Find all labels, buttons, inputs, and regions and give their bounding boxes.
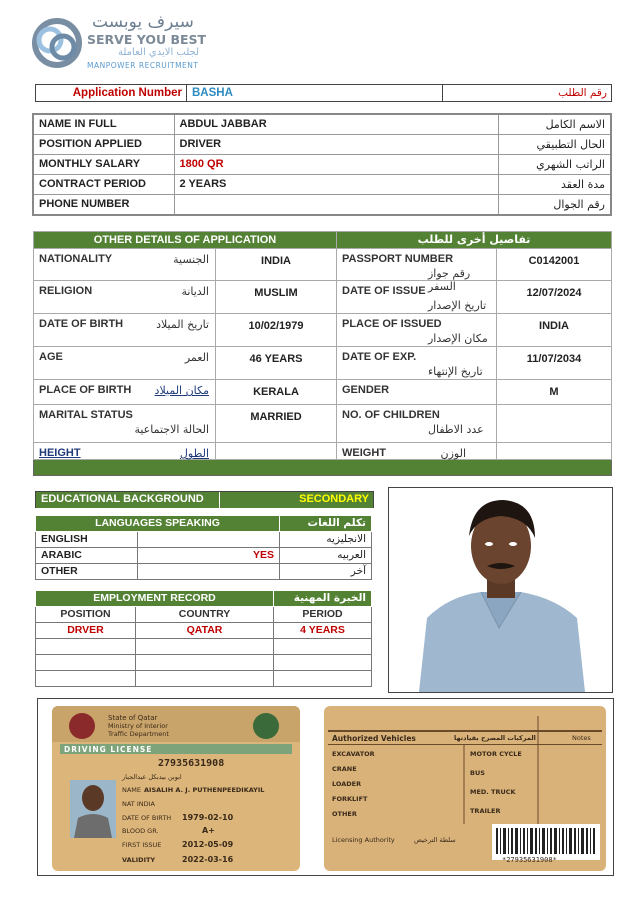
employment-cell: [274, 655, 372, 671]
license-back-barcode-text: *27935631908*: [502, 856, 557, 864]
details-label-2-ar: تاريخ الإصدار: [428, 299, 487, 312]
license-vehicle-left: OTHER: [332, 810, 357, 818]
application-number-label: Application Number: [36, 85, 187, 101]
employment-column-header: POSITION: [36, 607, 136, 623]
license-state: State of Qatar: [108, 714, 158, 722]
basic-info-value: 1800 QR: [174, 155, 498, 175]
details-label-2: PASSPORT NUMBER: [342, 253, 454, 265]
language-name: ARABIC: [36, 548, 138, 564]
details-label-1: DATE OF BIRTH: [39, 318, 124, 330]
license-issue-label: FIRST ISSUE: [122, 841, 162, 849]
license-vehicle-left: FORKLIFT: [332, 795, 368, 803]
education-label: EDUCATIONAL BACKGROUND: [36, 492, 220, 508]
basic-info-table: [32, 113, 612, 216]
basic-info-label-ar: مدة العقد: [498, 175, 611, 195]
application-number-value: BASHA: [187, 85, 443, 101]
employment-cell: [36, 655, 136, 671]
basic-info-row: [33, 114, 611, 135]
details-label-1: RELIGION: [39, 285, 93, 297]
details-label-1: MARITAL STATUS: [39, 409, 133, 421]
license-back-authority-ar: سلطة الترخيص: [414, 836, 456, 844]
employment-cell: [274, 671, 372, 687]
details-row: [34, 347, 612, 380]
license-back-title-ar: المركبات المصرح بقيادتها: [454, 734, 536, 742]
employment-column-header: COUNTRY: [136, 607, 274, 623]
portrait-image: [389, 488, 612, 692]
license-blood: A+: [202, 826, 215, 835]
education-row: [35, 491, 374, 508]
details-label-1-ar: تاريخ الميلاد: [156, 318, 209, 331]
employment-row: [36, 655, 372, 671]
license-vehicle-right: MED. TRUCK: [470, 788, 516, 796]
license-back-background: [324, 706, 606, 871]
details-value-2: M: [497, 380, 612, 405]
license-back-notes: Notes: [572, 734, 591, 742]
basic-info-label: MONTHLY SALARY: [33, 155, 174, 175]
language-row: [36, 564, 372, 580]
details-label-2: WEIGHT: [342, 447, 386, 459]
employment-cell: [136, 671, 274, 687]
license-issue: 2012-05-09: [182, 840, 234, 849]
details-label-1-ar: الجنسية: [173, 253, 209, 266]
basic-info-label-ar: الاسم الكامل: [498, 114, 611, 135]
details-value-2: 12/07/2024: [497, 281, 612, 314]
basic-info-row: [33, 175, 611, 195]
application-number-label-ar: رقم الطلب: [558, 87, 607, 99]
details-label-1-ar: الديانة: [181, 285, 209, 298]
details-value-2: INDIA: [497, 314, 612, 347]
languages-header: LANGUAGES SPEAKING: [36, 516, 280, 532]
language-name-ar: الانجليزيه: [280, 532, 372, 548]
other-details-table: [33, 231, 612, 476]
details-label-2-ar: الوزن: [440, 447, 466, 460]
details-label-1: AGE: [39, 351, 63, 363]
details-value-2: [497, 443, 612, 460]
details-label-1: HEIGHT: [39, 447, 81, 459]
license-vehicle-right: TRAILER: [470, 807, 501, 815]
applicant-photo: [388, 487, 613, 693]
details-label-1: NATIONALITY: [39, 253, 113, 265]
language-name-ar: العربيه: [280, 548, 372, 564]
basic-info-value: DRIVER: [174, 135, 498, 155]
details-label-2: PLACE OF ISSUED: [342, 318, 442, 330]
license-cards-panel: [37, 698, 614, 876]
license-blood-label: BLOOD GR.: [122, 827, 159, 835]
employment-cell: QATAR: [136, 623, 274, 639]
employment-cell: [36, 671, 136, 687]
language-row: [36, 548, 372, 564]
details-row: [34, 314, 612, 347]
other-details-header-ar: تفاصيل أخرى للطلب: [337, 232, 612, 249]
languages-header-ar: تكلم اللغات: [280, 516, 372, 532]
basic-info-value: ABDUL JABBAR: [174, 114, 498, 135]
employment-table: [35, 590, 372, 687]
license-name: AISALIH A. J. PUTHENPEEDIKAYIL: [144, 786, 265, 794]
license-ministry: Ministry of Interior: [108, 722, 168, 730]
details-label-1-ar: الطول: [179, 447, 209, 460]
details-value-1: INDIA: [216, 249, 337, 281]
language-row: [36, 532, 372, 548]
employment-cell: DRVER: [36, 623, 136, 639]
basic-info-label: PHONE NUMBER: [33, 195, 174, 216]
license-dob: 1979-02-10: [182, 813, 234, 822]
logo-arabic-sub: لجلب الايدي العاملة: [118, 47, 200, 58]
basic-info-label: POSITION APPLIED: [33, 135, 174, 155]
employment-row: [36, 671, 372, 687]
language-name-ar: آخر: [280, 564, 372, 580]
basic-info-value: 2 YEARS: [174, 175, 498, 195]
basic-info-label-ar: الحال التطبيقي: [498, 135, 611, 155]
details-label-1-ar: الحالة الاجتماعية: [134, 423, 209, 436]
license-dept: Traffic Department: [108, 730, 169, 738]
language-name: ENGLISH: [36, 532, 138, 548]
basic-info-label: CONTRACT PERIOD: [33, 175, 174, 195]
employment-header-ar: الخبرة المهنية: [274, 591, 372, 607]
details-value-1: KERALA: [216, 380, 337, 405]
employment-column-header: PERIOD: [274, 607, 372, 623]
details-label-1-ar: العمر: [184, 351, 209, 364]
employment-columns: [36, 607, 372, 623]
details-label-2-ar: مكان الإصدار: [428, 332, 488, 345]
details-label-1-ar: مكان الميلاد: [154, 384, 209, 397]
details-value-1: 10/02/1979: [216, 314, 337, 347]
details-footer-bar: [34, 460, 612, 476]
details-value-1: MUSLIM: [216, 281, 337, 314]
basic-info-value: [174, 195, 498, 216]
employment-row: [36, 639, 372, 655]
license-vehicle-right: MOTOR CYCLE: [470, 750, 522, 758]
details-row: [34, 281, 612, 314]
driving-license-back: [324, 706, 606, 871]
details-row: [34, 380, 612, 405]
logo-english: SERVE YOU BEST: [87, 32, 207, 47]
other-details-header: OTHER DETAILS OF APPLICATION: [34, 232, 337, 249]
license-name-label: NAME: [122, 786, 142, 794]
details-label-1: PLACE OF BIRTH: [39, 384, 132, 396]
logo-arabic: سيرف يوبست: [92, 12, 194, 32]
language-value: [138, 564, 280, 580]
details-label-2: DATE OF ISSUE: [342, 285, 426, 297]
basic-info-label: NAME IN FULL: [33, 114, 174, 135]
driving-license-front: [52, 706, 300, 871]
basic-info-row: [33, 195, 611, 216]
language-value: YES: [138, 548, 280, 564]
license-vehicle-left: EXCAVATOR: [332, 750, 375, 758]
language-value: [138, 532, 280, 548]
employment-row: [36, 623, 372, 639]
languages-table: [35, 515, 372, 580]
license-back-authority: Licensing Authority: [332, 836, 395, 844]
license-validity-label: VALIDITY: [122, 856, 156, 864]
license-dob-label: DATE OF BIRTH: [122, 814, 172, 822]
employment-header: EMPLOYMENT RECORD: [36, 591, 274, 607]
basic-info-row: [33, 155, 611, 175]
details-value-2: C0142001: [497, 249, 612, 281]
details-label-2: NO. OF CHILDREN: [342, 409, 440, 421]
employment-cell: [36, 639, 136, 655]
details-value-2: 11/07/2034: [497, 347, 612, 380]
basic-info-row: [33, 135, 611, 155]
employment-cell: [136, 655, 274, 671]
employment-cell: [274, 639, 372, 655]
details-row: [34, 405, 612, 443]
license-vehicle-left: CRANE: [332, 765, 357, 773]
license-validity: 2022-03-16: [182, 855, 234, 864]
details-value-1: [216, 443, 337, 460]
details-label-2-ar: عدد الاطفال: [428, 423, 484, 436]
details-label-2-ar: تاريخ الإنتهاء: [428, 365, 483, 378]
license-title: DRIVING LICENSE: [64, 745, 153, 754]
application-number-bar: [35, 84, 612, 102]
details-value-1: 46 YEARS: [216, 347, 337, 380]
details-row: [34, 443, 612, 460]
employment-cell: [136, 639, 274, 655]
company-logo: [30, 12, 210, 74]
license-number: 27935631908: [158, 758, 225, 769]
basic-info-label-ar: الراتب الشهري: [498, 155, 611, 175]
license-vehicle-left: LOADER: [332, 780, 362, 788]
logo-knot-icon: [30, 16, 84, 70]
education-value: SECONDARY: [220, 492, 373, 508]
details-row: [34, 249, 612, 281]
logo-tagline: MANPOWER RECRUITMENT: [87, 61, 199, 70]
basic-info-label-ar: رقم الجوال: [498, 195, 611, 216]
details-label-2-ar: رقم جواز السفر: [428, 267, 471, 293]
details-value-1: MARRIED: [216, 405, 337, 443]
license-nationality: NAT INDIA: [122, 800, 155, 808]
details-value-2: [497, 405, 612, 443]
license-back-title: Authorized Vehicles: [332, 734, 416, 743]
details-label-2: GENDER: [342, 384, 390, 396]
language-name: OTHER: [36, 564, 138, 580]
license-name-ar: ابوبن بيدبكل عبدالجبار: [122, 773, 182, 781]
employment-cell: 4 YEARS: [274, 623, 372, 639]
license-vehicle-right: BUS: [470, 769, 485, 777]
details-label-2: DATE OF EXP.: [342, 351, 417, 363]
